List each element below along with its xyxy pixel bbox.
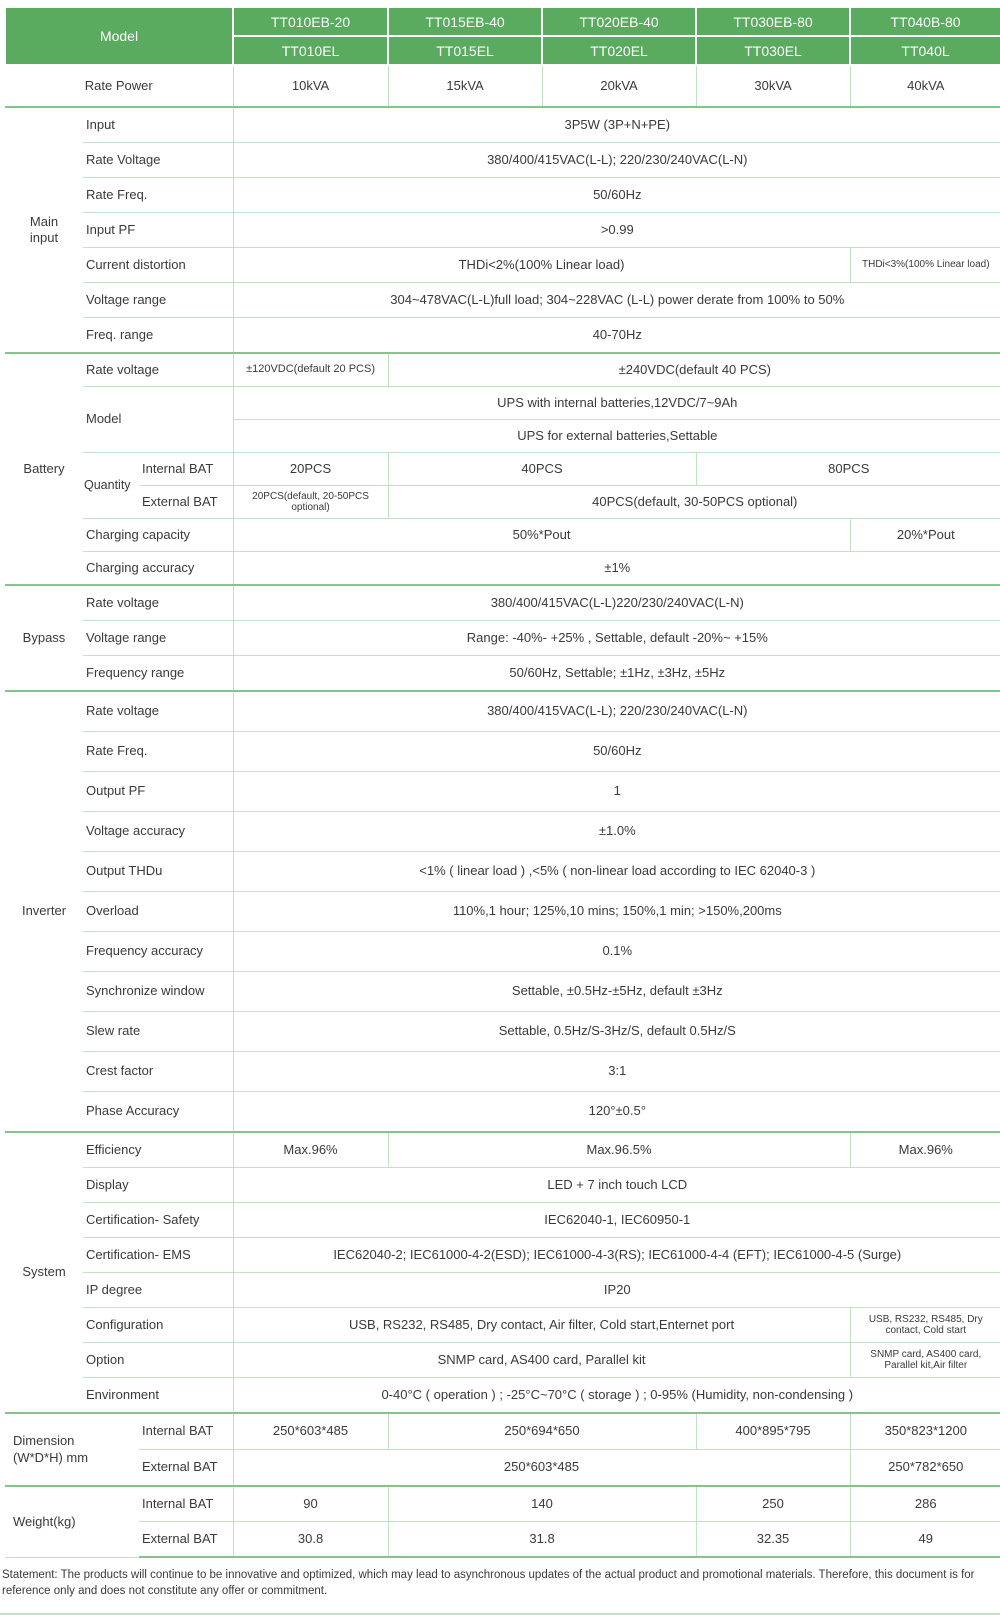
cell-rate-freq: 50/60Hz: [233, 178, 1000, 213]
cell-dim-internal-40kva: 350*823*1200: [850, 1413, 1000, 1450]
row-label-overload: Overload: [83, 892, 233, 932]
table-header: [5, 7, 1000, 65]
cell-crest-factor: 3:1: [233, 1052, 1000, 1092]
cell-bypass-rate-voltage: 380/400/415VAC(L-L)220/230/240VAC(L-N): [233, 585, 1000, 621]
model-name2-col1: TT010EL: [233, 36, 388, 65]
cell-environment: 0-40°C ( operation ) ; -25°C~70°C ( storage ) ; 0-95% (Humidity, non-condensing ): [233, 1378, 1000, 1414]
row-label-freq-range: Freq. range: [83, 318, 233, 354]
cell-bat-rate-voltage-rest: ±240VDC(default 40 PCS): [388, 353, 1000, 387]
row-label-efficiency: Efficiency: [83, 1132, 233, 1168]
cell-freq-range: 40-70Hz: [233, 318, 1000, 354]
row-label-display: Display: [83, 1168, 233, 1203]
spec-table: [4, 6, 1000, 1558]
cell-inv-rate-voltage: 380/400/415VAC(L-L); 220/230/240VAC(L-N): [233, 691, 1000, 732]
row-label-bypass-rate-voltage: Rate voltage: [83, 585, 233, 621]
group-label-bypass: Bypass: [5, 585, 83, 691]
cell-configuration-main: USB, RS232, RS485, Dry contact, Air filter, Cold start,Enternet port: [233, 1308, 850, 1343]
model-name2-col2: TT015EL: [388, 36, 542, 65]
cell-efficiency-10kva: Max.96%: [233, 1132, 388, 1168]
cell-cert-ems: IEC62040-2; IEC61000-4-2(ESD); IEC61000-4-3(RS); IEC61000-4-4 (EFT); IEC61000-4-5 (Surge): [233, 1238, 1000, 1273]
cell-frequency-accuracy: 0.1%: [233, 932, 1000, 972]
row-label-frequency-accuracy: Frequency accuracy: [83, 932, 233, 972]
row-label-charging-capacity: Charging capacity: [83, 519, 233, 552]
cell-bat-model-external: UPS for external batteries,Settable: [233, 420, 1000, 453]
row-label-bat-model: Model: [83, 387, 233, 453]
cell-charging-capacity-40kva: 20%*Pout: [850, 519, 1000, 552]
model-header-cell: Model: [5, 7, 233, 65]
cell-dim-internal-30kva: 400*895*795: [696, 1413, 850, 1450]
cell-weight-internal-10kva: 90: [233, 1486, 388, 1522]
row-label-output-pf: Output PF: [83, 772, 233, 812]
cell-charging-accuracy: ±1%: [233, 552, 1000, 586]
model-name-col2: TT015EB-40: [388, 7, 542, 36]
group-label-main-input: Main input: [5, 107, 83, 353]
cell-voltage-range: 304~478VAC(L-L)full load; 304~228VAC (L-L) power derate from 100% to 50%: [233, 283, 1000, 318]
row-label-cert-ems: Certification- EMS: [83, 1238, 233, 1273]
cell-current-distortion-40kva: THDi<3%(100% Linear load): [850, 248, 1000, 283]
row-label-synchronize-window: Synchronize window: [83, 972, 233, 1012]
cell-efficiency-40kva: Max.96%: [850, 1132, 1000, 1168]
cell-dim-external-main: 250*603*485: [233, 1450, 850, 1487]
row-label-internal-bat: Internal BAT: [139, 453, 233, 486]
row-label-inv-rate-freq: Rate Freq.: [83, 732, 233, 772]
cell-efficiency-mid: Max.96.5%: [388, 1132, 850, 1168]
cell-weight-internal-15-20kva: 140: [388, 1486, 696, 1522]
row-label-bypass-voltage-range: Voltage range: [83, 621, 233, 656]
cell-rate-power-col3: 20kVA: [542, 65, 696, 107]
section-system: [5, 1132, 1000, 1413]
row-label-configuration: Configuration: [83, 1308, 233, 1343]
cell-ip-degree: IP20: [233, 1273, 1000, 1308]
cell-internal-bat-15-20kva: 40PCS: [388, 453, 696, 486]
row-label-weight-external: External BAT: [139, 1522, 233, 1558]
row-label-dim-internal: Internal BAT: [139, 1413, 233, 1450]
row-label-charging-accuracy: Charging accuracy: [83, 552, 233, 586]
cell-inv-rate-freq: 50/60Hz: [233, 732, 1000, 772]
model-name-col4: TT030EB-80: [696, 7, 850, 36]
row-label-environment: Environment: [83, 1378, 233, 1414]
group-label-dimension: Dimension (W*D*H) mm: [5, 1413, 139, 1486]
cell-output-thdu: <1% ( linear load ) ,<5% ( non-linear load according to IEC 62040-3 ): [233, 852, 1000, 892]
row-label-bat-rate-voltage: Rate voltage: [83, 353, 233, 387]
section-battery: [5, 353, 1000, 585]
cell-charging-capacity-main: 50%*Pout: [233, 519, 850, 552]
cell-weight-external-30kva: 32.35: [696, 1522, 850, 1558]
cell-rate-power-col4: 30kVA: [696, 65, 850, 107]
row-label-crest-factor: Crest factor: [83, 1052, 233, 1092]
cell-bypass-voltage-range: Range: -40%- +25% , Settable, default -20%~ +15%: [233, 621, 1000, 656]
cell-rate-voltage: 380/400/415VAC(L-L); 220/230/240VAC(L-N): [233, 143, 1000, 178]
model-name2-col5: TT040L: [850, 36, 1000, 65]
cell-output-pf: 1: [233, 772, 1000, 812]
row-label-output-thdu: Output THDu: [83, 852, 233, 892]
row-label-input-pf: Input PF: [83, 213, 233, 248]
cell-weight-external-40kva: 49: [850, 1522, 1000, 1558]
cell-dim-external-40kva: 250*782*650: [850, 1450, 1000, 1487]
cell-input: 3P5W (3P+N+PE): [233, 107, 1000, 143]
cell-internal-bat-30-40kva: 80PCS: [696, 453, 1000, 486]
cell-overload: 110%,1 hour; 125%,10 mins; 150%,1 min; >150%,200ms: [233, 892, 1000, 932]
cell-configuration-40kva: USB, RS232, RS485, Dry contact, Cold start: [850, 1308, 1000, 1343]
row-label-cert-safety: Certification- Safety: [83, 1203, 233, 1238]
model-name-col3: TT020EB-40: [542, 7, 696, 36]
model-name2-col4: TT030EL: [696, 36, 850, 65]
row-label-dim-external: External BAT: [139, 1450, 233, 1487]
cell-rate-power-col5: 40kVA: [850, 65, 1000, 107]
cell-bypass-frequency-range: 50/60Hz, Settable; ±1Hz, ±3Hz, ±5Hz: [233, 656, 1000, 692]
statement-text: Statement: The products will continue to be innovative and optimized, which may lead to asynchronous updates of the actual product and promotional materials. Therefore, this document is for reference only and does not constitute any offer or commitment.: [2, 1569, 975, 1597]
section-inverter: [5, 691, 1000, 1132]
cell-cert-safety: IEC62040-1, IEC60950-1: [233, 1203, 1000, 1238]
row-label-voltage-accuracy: Voltage accuracy: [83, 812, 233, 852]
cell-phase-accuracy: 120°±0.5°: [233, 1092, 1000, 1133]
group-label-weight: Weight(kg): [5, 1486, 139, 1557]
cell-weight-external-15-20kva: 31.8: [388, 1522, 696, 1558]
cell-current-distortion-main: THDi<2%(100% Linear load): [233, 248, 850, 283]
cell-synchronize-window: Settable, ±0.5Hz-±5Hz, default ±3Hz: [233, 972, 1000, 1012]
model-name-col5: TT040B-80: [850, 7, 1000, 36]
cell-rate-power-col2: 15kVA: [388, 65, 542, 107]
row-label-bypass-frequency-range: Frequency range: [83, 656, 233, 692]
row-label-input: Input: [83, 107, 233, 143]
row-label-rate-freq: Rate Freq.: [83, 178, 233, 213]
cell-option-40kva: SNMP card, AS400 card, Parallel kit,Air filter: [850, 1343, 1000, 1378]
section-main-input: [5, 107, 1000, 353]
cell-external-bat-10kva: 20PCS(default, 20-50PCS optional): [233, 486, 388, 519]
cell-voltage-accuracy: ±1.0%: [233, 812, 1000, 852]
cell-display: LED + 7 inch touch LCD: [233, 1168, 1000, 1203]
row-label-voltage-range: Voltage range: [83, 283, 233, 318]
cell-slew-rate: Settable, 0.5Hz/S-3Hz/S, default 0.5Hz/S: [233, 1012, 1000, 1052]
cell-dim-internal-15-20kva: 250*694*650: [388, 1413, 696, 1450]
row-label-ip-degree: IP degree: [83, 1273, 233, 1308]
cell-input-pf: >0.99: [233, 213, 1000, 248]
row-label-rate-voltage: Rate Voltage: [83, 143, 233, 178]
cell-rate-power-col1: 10kVA: [233, 65, 388, 107]
row-label-option: Option: [83, 1343, 233, 1378]
section-weight: [5, 1486, 1000, 1557]
row-label-slew-rate: Slew rate: [83, 1012, 233, 1052]
cell-external-bat-rest: 40PCS(default, 30-50PCS optional): [388, 486, 1000, 519]
row-label-weight-internal: Internal BAT: [139, 1486, 233, 1522]
group-label-inverter: Inverter: [5, 691, 83, 1132]
cell-bat-model-internal: UPS with internal batteries,12VDC/7~9Ah: [233, 387, 1000, 420]
row-label-current-distortion: Current distortion: [83, 248, 233, 283]
section-rate-power: [5, 65, 1000, 107]
row-label-rate-power: Rate Power: [5, 65, 233, 107]
cell-option-main: SNMP card, AS400 card, Parallel kit: [233, 1343, 850, 1378]
section-dimension: [5, 1413, 1000, 1486]
group-label-system: System: [5, 1132, 83, 1413]
row-label-inv-rate-voltage: Rate voltage: [83, 691, 233, 732]
cell-weight-external-10kva: 30.8: [233, 1522, 388, 1558]
model-name-col1: TT010EB-20: [233, 7, 388, 36]
row-label-external-bat: External BAT: [139, 486, 233, 519]
cell-weight-internal-40kva: 286: [850, 1486, 1000, 1522]
cell-weight-internal-30kva: 250: [696, 1486, 850, 1522]
cell-internal-bat-10kva: 20PCS: [233, 453, 388, 486]
row-label-phase-accuracy: Phase Accuracy: [83, 1092, 233, 1133]
row-label-quantity: Quantity: [83, 453, 139, 519]
cell-dim-internal-10kva: 250*603*485: [233, 1413, 388, 1450]
cell-bat-rate-voltage-10kva: ±120VDC(default 20 PCS): [233, 353, 388, 387]
model-name2-col3: TT020EL: [542, 36, 696, 65]
group-label-battery: Battery: [5, 353, 83, 585]
section-bypass: [5, 585, 1000, 691]
